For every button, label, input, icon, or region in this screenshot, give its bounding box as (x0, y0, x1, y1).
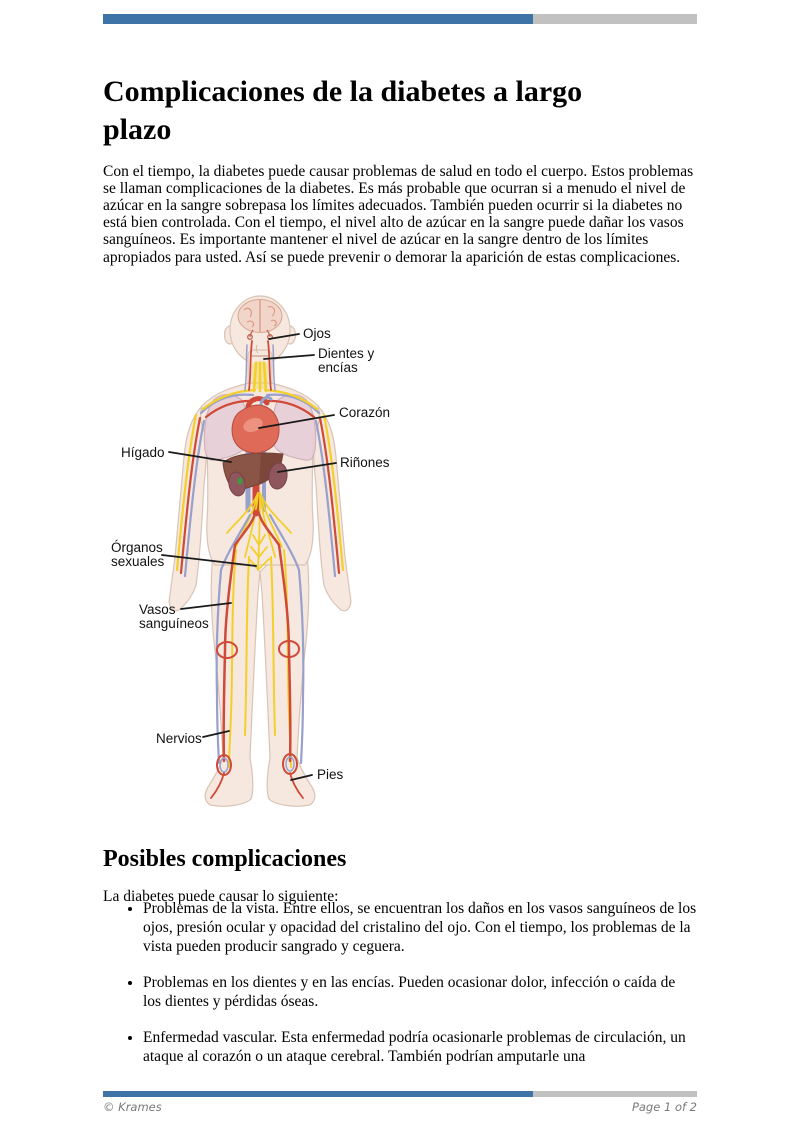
header-bar-gray-segment (533, 14, 697, 24)
complications-list (103, 899, 697, 1083)
figure-label-dientes-line1: Dientes y (318, 346, 375, 361)
figure-label-organos-line1: Órganos (111, 540, 163, 555)
page-number: Page 1 of 2 (631, 1100, 697, 1114)
list-item: • Enfermedad vascular. Esta enfermedad podría ocasionarle problemas de circulación, un ataque al corazón o un ataque cerebral. También podrían amputarle una (143, 1028, 697, 1066)
section-lead: La diabetes puede causar lo siguiente: (103, 887, 339, 905)
intro-paragraph: Con el tiempo, la diabetes puede causar problemas de salud en todo el cuerpo. Estos problemas se llaman complicaciones de la diabetes. Es más probable que ocurran si a menudo el nivel de azúcar en la sangre sobrepasa los límites adecuados. También pueden ocurrir si la diabetes no está bien controlada. Con el tiempo, el nivel alto de azúcar en la sangre puede dañar los vasos sanguíneos. Es importante mantener el nivel de azúcar en la sangre dentro de los límites apropiados para usted. Así se puede prevenir o demorar la aparición de estas complicaciones. (103, 162, 694, 266)
gallbladder (238, 478, 243, 485)
figure-label-organos-line2: sexuales (111, 554, 165, 569)
figure-label-vasos-line1: Vasos (139, 602, 176, 617)
anatomy-figure (103, 295, 697, 810)
figure-label-dientes-line2: encías (318, 360, 358, 375)
figure-label-higado: Hígado (121, 445, 165, 460)
list-item: • Problemas de la vista. Entre ellos, se encuentran los daños en los vasos sanguíneos de los ojos, presión ocular y opacidad del cristalino del ojo. Con el tiempo, los problemas de la vista pueden producir sangrado y ceguera. (143, 899, 697, 956)
list-item: • Problemas en los dientes y en las encías. Pueden ocasionar dolor, infección o caída de los dientes y pérdidas óseas. (143, 973, 697, 1011)
section-heading: Posibles complicaciones (103, 845, 347, 872)
footer (103, 1100, 697, 1114)
figure-label-rinones: Riñones (340, 455, 390, 470)
page-title: Complicaciones de la diabetes a largo plazo (103, 75, 583, 147)
anatomy-illustration (103, 295, 697, 810)
figure-label-pies: Pies (317, 767, 344, 782)
header-accent-bar (103, 14, 697, 24)
footer-bar-gray-segment (533, 1091, 697, 1097)
figure-label-ojos: Ojos (303, 326, 331, 341)
header-bar-blue-segment (103, 14, 533, 24)
figure-label-vasos-line2: sanguíneos (139, 616, 209, 631)
figure-label-corazon: Corazón (339, 405, 391, 420)
footer-accent-bar (103, 1091, 697, 1097)
copyright-text: © Krames (103, 1100, 162, 1114)
figure-label-nervios: Nervios (156, 731, 202, 746)
footer-bar-blue-segment (103, 1091, 533, 1097)
